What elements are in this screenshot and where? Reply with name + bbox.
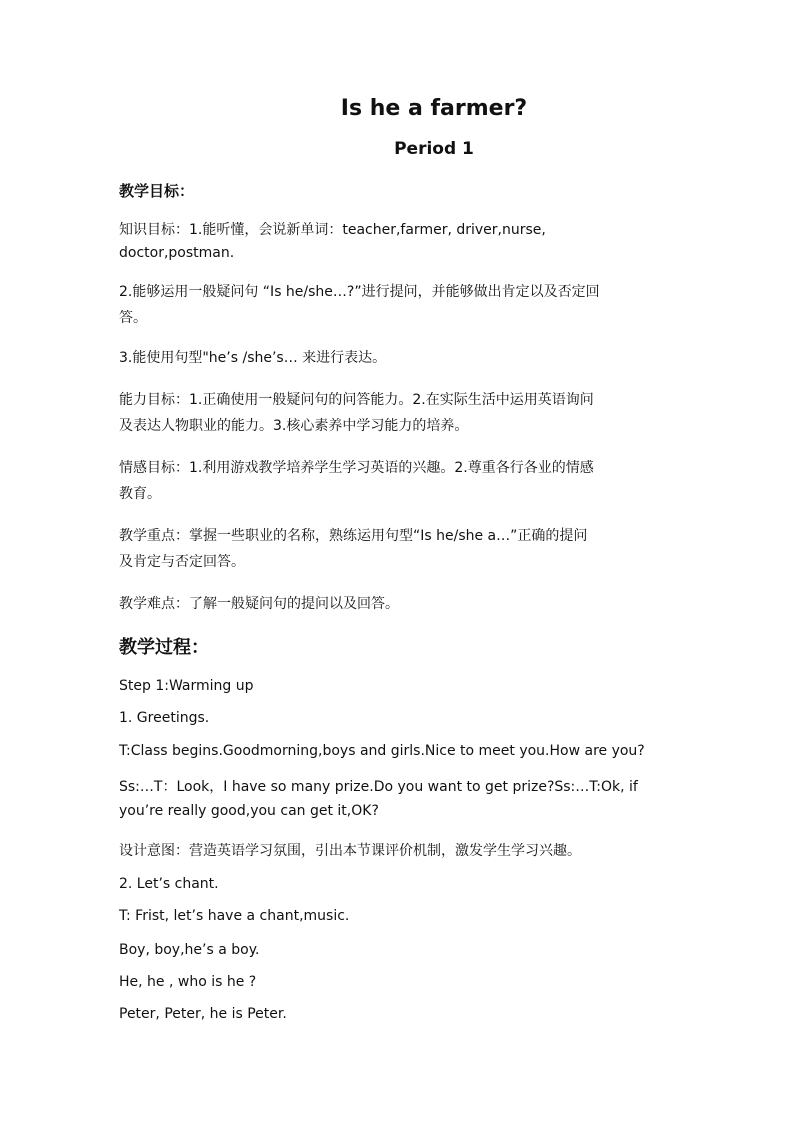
knowledge-goal-3: 3.能使用句型"he’s /she’s… 来进行表达。	[119, 350, 387, 366]
teacher-line-1: T:Class begins.Goodmorning,boys and girls.Nice to meet you.How are you?	[119, 743, 645, 759]
teacher-line-2: T: Frist, let’s have a chant,music.	[119, 908, 350, 924]
chant-line-3: Peter, Peter, he is Peter.	[119, 1006, 287, 1022]
knowledge-goal-2-line-1: 2.能够运用一般疑问句 “Is he/she…?”进行提问，并能够做出肯定以及否定回	[119, 284, 600, 300]
ability-goal-line-1: 能力目标：1.正确使用一般疑问句的问答能力。2.在实际生活中运用英语询问	[119, 392, 594, 408]
step-1-heading: Step 1:Warming up	[119, 678, 254, 694]
emotion-goal-line-2: 教育。	[119, 486, 161, 502]
emotion-goal-line-1: 情感目标：1.利用游戏教学培养学生学习英语的兴趣。2.尊重各行各业的情感	[119, 460, 594, 476]
chant-item: 2. Let’s chant.	[119, 876, 219, 892]
knowledge-goal-2-line-2: 答。	[119, 310, 147, 326]
knowledge-goal-line-1: 知识目标：1.能听懂，会说新单词：teacher,farmer, driver,nurse,	[119, 222, 546, 238]
knowledge-goal-line-2: doctor,postman.	[119, 245, 235, 261]
document-subtitle: Period 1	[394, 139, 474, 159]
chant-line-2: He, he , who is he ?	[119, 974, 257, 990]
key-point-line-2: 及肯定与否定回答。	[119, 554, 245, 570]
design-intent: 设计意图：营造英语学习氛围，引出本节课评价机制，激发学生学习兴趣。	[119, 843, 581, 859]
chant-line-1: Boy, boy,he’s a boy.	[119, 942, 260, 958]
document-title: Is he a farmer?	[340, 96, 528, 121]
key-point-line-1: 教学重点：掌握一些职业的名称，熟练运用句型“Is he/she a…”正确的提问	[119, 528, 588, 544]
dialogue-line-1: Ss:…T：Look，I have so many prize.Do you want to get prize?Ss:…T:Ok, if	[119, 779, 638, 795]
heading-teaching-process: 教学过程：	[119, 637, 209, 658]
greetings-item: 1. Greetings.	[119, 710, 210, 726]
dialogue-line-2: you’re really good,you can get it,OK?	[119, 803, 379, 819]
ability-goal-line-2: 及表达人物职业的能力。3.核心素养中学习能力的培养。	[119, 418, 469, 434]
difficult-point: 教学难点：了解一般疑问句的提问以及回答。	[119, 596, 399, 612]
heading-teaching-goals: 教学目标：	[119, 182, 195, 200]
